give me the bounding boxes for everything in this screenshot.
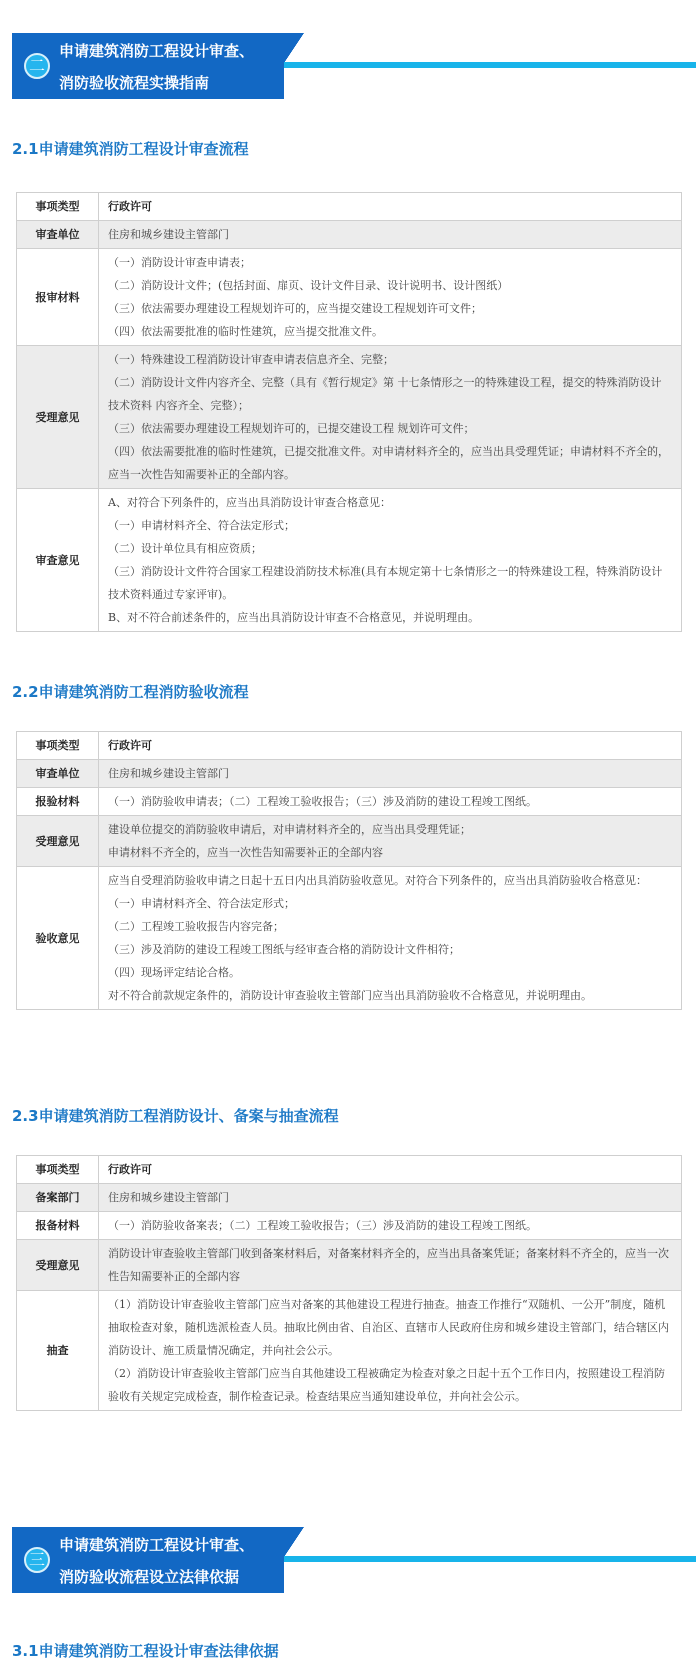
table-row <box>17 1291 682 1411</box>
row-key: 抽查 <box>17 1291 99 1411</box>
banner-rule <box>284 62 696 68</box>
row-key: 受理意见 <box>17 346 99 489</box>
row-value-line: （1）消防设计审查验收主管部门应当对备案的其他建设工程进行抽查。抽查工作推行“双随机、一公开”制度，随机抽取检查对象，随机选派检查人员。抽取比例由省、自治区、直辖市人民政府住房和城乡建设主管部门，结合辖区内消防设计、施工质量情况确定，并向社会公示。 <box>108 1298 669 1357</box>
row-value <box>99 760 682 788</box>
row-value-line: 住房和城乡建设主管部门 <box>108 1191 229 1204</box>
row-key: 事项类型 <box>17 1156 99 1184</box>
table-row <box>17 193 682 221</box>
table-row <box>17 1240 682 1291</box>
table-row <box>17 732 682 760</box>
row-value-line: （一）消防设计审查申请表； <box>108 256 251 269</box>
row-key: 审查单位 <box>17 760 99 788</box>
row-value-line: 行政许可 <box>108 1163 152 1176</box>
table-2-2 <box>16 731 682 1010</box>
row-value-line: 消防设计审查验收主管部门收到备案材料后，对备案材料齐全的，应当出具备案凭证；备案材料不齐全的，应当一次性告知需要补正的全部内容 <box>108 1247 669 1283</box>
row-value-line: （三）依法需要办理建设工程规划许可的，应当提交建设工程规划许可文件； <box>108 302 482 315</box>
row-value-line: （一）申请材料齐全、符合法定形式； <box>108 897 295 910</box>
row-value-line: （三）依法需要办理建设工程规划许可的，已提交建设工程 规划许可文件； <box>108 422 475 435</box>
row-value <box>99 346 682 489</box>
table-2-3 <box>16 1155 682 1411</box>
row-value <box>99 1240 682 1291</box>
banner-title-line1: 申请建筑消防工程设计审查、 <box>59 42 255 60</box>
row-value-line: 建设单位提交的消防验收申请后，对申请材料齐全的，应当出具受理凭证； <box>108 823 471 836</box>
row-value-line: （二）设计单位具有相应资质； <box>108 542 262 555</box>
table-row <box>17 346 682 489</box>
row-key: 事项类型 <box>17 732 99 760</box>
table-row <box>17 489 682 632</box>
row-value-line: （二）消防设计文件；(包括封面、扉页、设计文件目录、设计说明书、设计图纸） <box>108 279 509 292</box>
row-value <box>99 732 682 760</box>
row-value-line: （四）依法需要批准的临时性建筑，应当提交批准文件。 <box>108 325 383 338</box>
row-key: 报审材料 <box>17 249 99 346</box>
row-value-line: 住房和城乡建设主管部门 <box>108 767 229 780</box>
section-heading-2-3: 2.3申请建筑消防工程消防设计、备案与抽查流程 <box>12 1107 339 1125</box>
banner-title-line1: 申请建筑消防工程设计审查、 <box>59 1536 255 1554</box>
section-banner-3 <box>12 1527 696 1593</box>
row-value <box>99 489 682 632</box>
table-row <box>17 1156 682 1184</box>
table-2-1 <box>16 192 682 632</box>
table-row <box>17 221 682 249</box>
row-key: 报验材料 <box>17 788 99 816</box>
row-key: 受理意见 <box>17 1240 99 1291</box>
row-value-line: 申请材料不齐全的，应当一次性告知需要补正的全部内容 <box>108 846 383 859</box>
row-value <box>99 1156 682 1184</box>
row-key: 事项类型 <box>17 193 99 221</box>
banner-rule <box>284 1556 696 1562</box>
table-row <box>17 816 682 867</box>
section-heading-2-1: 2.1申请建筑消防工程设计审查流程 <box>12 140 249 158</box>
row-value <box>99 1291 682 1411</box>
row-key: 审查单位 <box>17 221 99 249</box>
table-row <box>17 1212 682 1240</box>
row-value <box>99 816 682 867</box>
row-value-line: 行政许可 <box>108 200 152 213</box>
row-value-line: （三）涉及消防的建设工程竣工图纸与经审查合格的消防设计文件相符； <box>108 943 460 956</box>
banner-title-line2: 消防验收流程实操指南 <box>59 74 210 92</box>
row-value-line: （四）现场评定结论合格。 <box>108 966 240 979</box>
row-value-line: （三）消防设计文件符合国家工程建设消防技术标准(具有本规定第十七条情形之一的特殊建设工程，特殊消防设计技术资料通过专家评审)。 <box>108 565 663 601</box>
row-value-line: （一）消防验收申请表；（二）工程竣工验收报告；（三）涉及消防的建设工程竣工图纸。 <box>108 795 537 808</box>
row-value-line: （一）申请材料齐全、符合法定形式； <box>108 519 295 532</box>
row-value-line: A、对符合下列条件的，应当出具消防设计审查合格意见： <box>108 496 391 509</box>
row-key: 备案部门 <box>17 1184 99 1212</box>
section-heading-2-2: 2.2申请建筑消防工程消防验收流程 <box>12 683 249 701</box>
row-value-line: （2）消防设计审查验收主管部门应当自其他建设工程被确定为检查对象之日起十五个工作日内，按照建设工程消防验收有关规定完成检查，制作检查记录。检查结果应当通知建设单位，并向社会公示。 <box>108 1367 665 1403</box>
row-value-line: 住房和城乡建设主管部门 <box>108 228 229 241</box>
row-value <box>99 249 682 346</box>
section-banner-2 <box>12 33 696 99</box>
table-row <box>17 760 682 788</box>
row-value <box>99 1184 682 1212</box>
row-value <box>99 1212 682 1240</box>
row-value-line: （二）消防设计文件内容齐全、完整（具有《暂行规定》第 十七条情形之一的特殊建设工程，提交的特殊消防设计技术资料 内容齐全、完整）； <box>108 376 662 412</box>
row-value-line: （二）工程竣工验收报告内容完备； <box>108 920 284 933</box>
row-value <box>99 221 682 249</box>
row-key: 受理意见 <box>17 816 99 867</box>
row-value-line: B、对不符合前述条件的，应当出具消防设计审查不合格意见，并说明理由。 <box>108 611 480 624</box>
row-value-line: 对不符合前款规定条件的，消防设计审查验收主管部门应当出具消防验收不合格意见，并说明理由。 <box>108 989 592 1002</box>
row-value-line: 行政许可 <box>108 739 152 752</box>
table-row <box>17 867 682 1010</box>
row-value <box>99 193 682 221</box>
section-number-badge: 三 <box>24 1547 50 1573</box>
table-row <box>17 788 682 816</box>
banner-title-line2: 消防验收流程设立法律依据 <box>59 1568 240 1586</box>
row-value-line: （一）特殊建设工程消防设计审查申请表信息齐全、完整； <box>108 353 394 366</box>
section-number-badge: 二 <box>24 53 50 79</box>
table-row <box>17 249 682 346</box>
row-key: 审查意见 <box>17 489 99 632</box>
row-value-line: （一）消防验收备案表；（二）工程竣工验收报告；（三）涉及消防的建设工程竣工图纸。 <box>108 1219 537 1232</box>
row-value <box>99 788 682 816</box>
row-value-line: （四）依法需要批准的临时性建筑，已提交批准文件。对申请材料齐全的，应当出具受理凭证；申请材料不齐全的，应当一次性告知需要补正的全部内容。 <box>108 445 669 481</box>
row-value-line: 应当自受理消防验收申请之日起十五日内出具消防验收意见。对符合下列条件的，应当出具消防验收合格意见： <box>108 874 647 887</box>
row-key: 验收意见 <box>17 867 99 1010</box>
row-value <box>99 867 682 1010</box>
row-key: 报备材料 <box>17 1212 99 1240</box>
table-row <box>17 1184 682 1212</box>
section-heading-3-1: 3.1申请建筑消防工程设计审查法律依据 <box>12 1642 279 1660</box>
